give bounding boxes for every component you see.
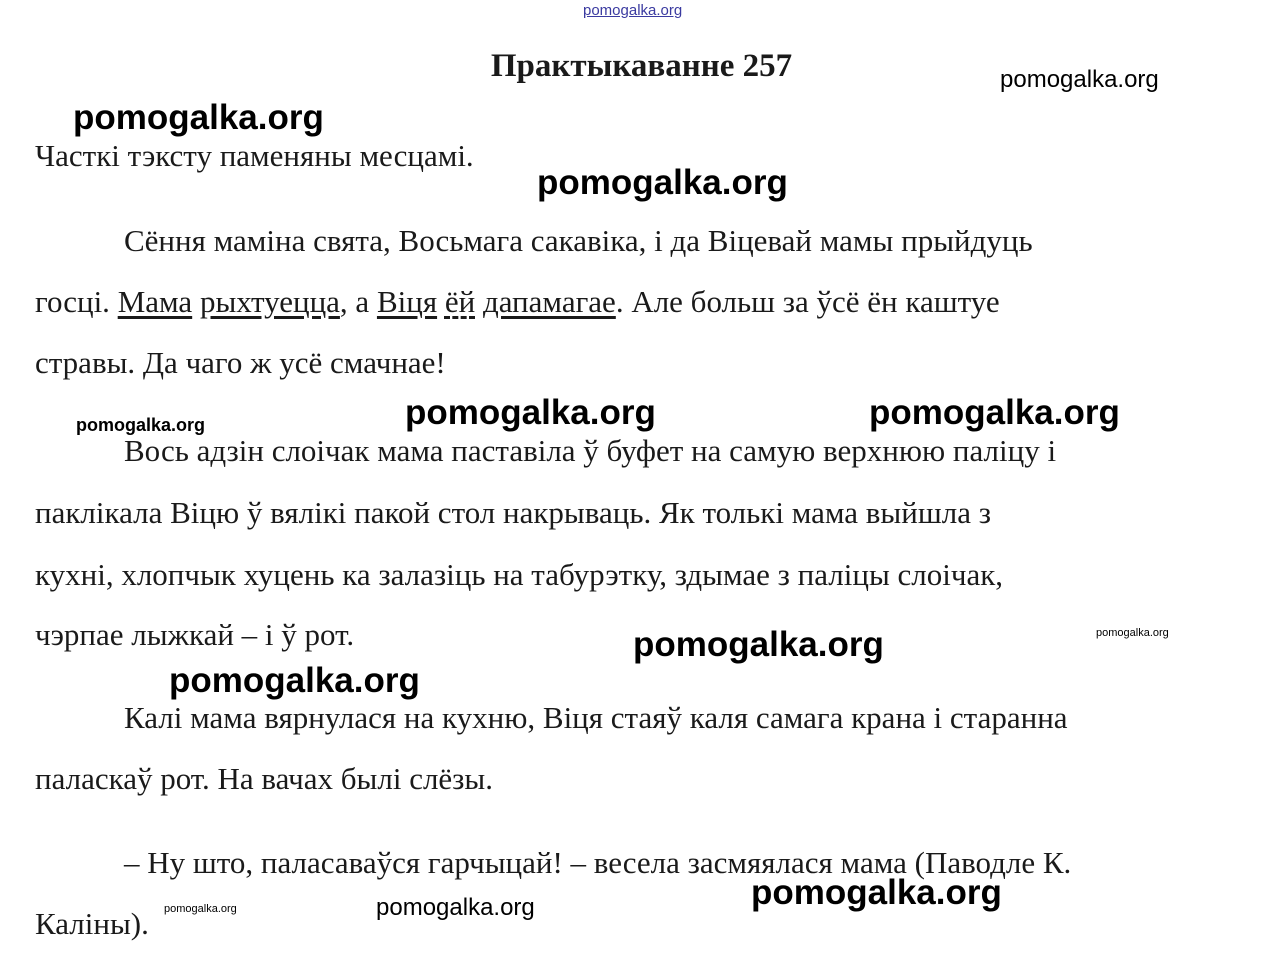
paragraph-4-line-2: Каліны). — [35, 906, 149, 941]
paragraph-3-line-1: Калі мама вярнулася на кухню, Віця стаяў каля самага крана і старанна — [124, 700, 1068, 735]
subject-underlined-2: Віця — [376, 284, 438, 319]
watermark: pomogalka.org — [751, 873, 1002, 912]
paragraph-1-line-3: стравы. Да чаго ж усё смачнае! — [35, 345, 446, 380]
watermark: pomogalka.org — [169, 661, 420, 700]
watermark: pomogalka.org — [73, 98, 324, 137]
paragraph-4-line-1: – Ну што, паласаваўся гарчыцай! – весела засмяялася мама (Паводле К. — [124, 845, 1072, 880]
paragraph-3-line-2: паласкаў рот. На вачах былі слёзы. — [35, 761, 494, 796]
paragraph-2-line-4: чэрпае лыжкай – і ў рот. — [35, 617, 355, 652]
space — [475, 284, 483, 319]
watermark: pomogalka.org — [76, 415, 206, 435]
watermark: pomogalka.org — [376, 894, 535, 921]
watermark: pomogalka.org — [164, 903, 237, 915]
watermark: pomogalka.org — [1000, 66, 1159, 93]
text-fragment: госці. — [35, 284, 118, 319]
paragraph-1-line-2 — [35, 284, 1000, 320]
exercise-instruction: Часткі тэксту паменяны месцамі. — [35, 138, 474, 173]
space — [192, 284, 200, 319]
text-fragment: , а — [339, 284, 377, 319]
paragraph-2-line-3: кухні, хлопчык хуцень ка залазіць на табурэтку, здымае з паліцы слоічак, — [35, 557, 1004, 592]
predicate-underlined-2: дапамагае — [482, 284, 616, 319]
space — [437, 284, 445, 319]
watermark: pomogalka.org — [405, 393, 656, 432]
watermark: pomogalka.org — [1096, 627, 1169, 639]
text-fragment: . Але больш за ўсё ён каштуе — [615, 284, 1000, 319]
page-title: Практыкаванне 257 — [490, 48, 793, 84]
site-link-top[interactable]: pomogalka.org — [583, 2, 683, 19]
predicate-underlined: рыхтуецца — [199, 284, 340, 319]
paragraph-2-line-1: Вось адзін слоічак мама паставіла ў буфет на самую верхнюю паліцу і — [124, 433, 1057, 468]
watermark: pomogalka.org — [537, 163, 788, 202]
paragraph-1-line-1: Сёння маміна свята, Восьмага сакавіка, і да Віцевай мамы прыйдуць — [124, 223, 1033, 258]
watermark: pomogalka.org — [633, 625, 884, 664]
subject-underlined: Мама — [117, 284, 193, 319]
watermark: pomogalka.org — [869, 393, 1120, 432]
object-underlined: ёй — [444, 284, 476, 319]
paragraph-2-line-2: паклікала Віцю ў вялікі пакой стол накрываць. Як толькі мама выйшла з — [35, 495, 991, 530]
